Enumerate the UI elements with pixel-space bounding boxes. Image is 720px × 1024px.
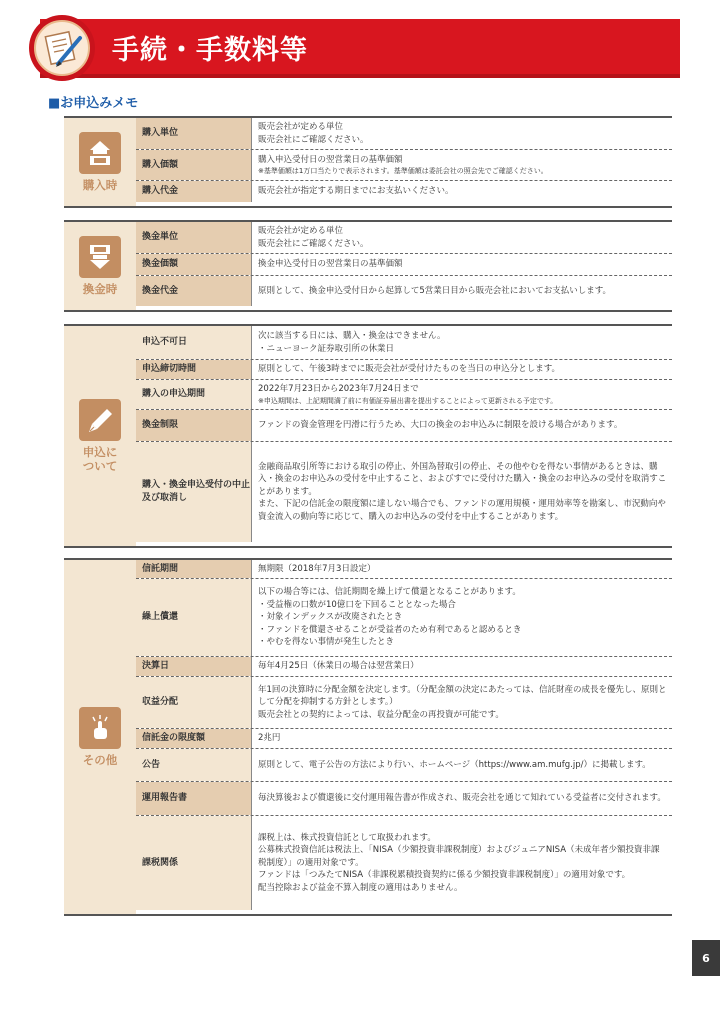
page-title: 手続・手数料等 (112, 35, 308, 66)
row-value-line: ファンドの資金管理を円滑に行うため、大口の換金のお申込みに制限を設ける場合があります。 (258, 420, 623, 431)
row-value-line: 以下の場合等には、信託期間を繰上げて償還となることがあります。 (258, 587, 521, 598)
row-label: 決算日 (136, 657, 251, 676)
row-value-line: 2022年7月23日から2023年7月24日まで (258, 384, 419, 395)
row-value-line: 金融商品取引所等における取引の停止、外国為替取引の停止、その他やむを得ない事情があるときは、購入・換金のお申込みの受付を中止すること、およびすでに受付けた購入・換金のお申込みの受付を取消すことがあります。 (258, 461, 667, 497)
row-value (251, 677, 672, 728)
table-row (136, 749, 672, 782)
row-value-line: 原則として、電子公告の方法により行い、ホームページ（https://www.am.mufg.jp/）に掲載します。 (258, 759, 651, 770)
redemption-icon (79, 236, 121, 278)
row-value-line: ・対象インデックスが改廃されたとき (258, 612, 403, 623)
redemption-icon-label: 換金時 (82, 282, 118, 296)
row-value (251, 150, 672, 180)
row-value (251, 254, 672, 275)
pen-paper-icon (26, 12, 98, 84)
row-value-line: 毎決算後および償還後に交付運用報告書が作成され、販売会社を通じて知れている受益者に交付されます。 (258, 793, 666, 804)
row-value-line: 販売会社が定める単位 (258, 122, 344, 132)
application-icon-label: 申込に ついて (82, 445, 118, 473)
row-value (251, 360, 672, 379)
table-row (136, 118, 672, 150)
table-row (136, 442, 672, 542)
table-row (136, 410, 672, 442)
row-value (251, 326, 672, 359)
section-heading: ■お申込みメモ (48, 96, 139, 111)
row-value (251, 816, 672, 910)
table-row (136, 816, 672, 910)
other-rows (136, 560, 672, 914)
table-row (136, 729, 672, 749)
row-label: 繰上償還 (136, 579, 251, 656)
row-value-line: 配当控除および益金不算入制度の適用はありません。 (258, 882, 463, 893)
row-label: 購入・換金申込受付の中止及び取消し (136, 442, 251, 542)
table-row (136, 560, 672, 579)
other-icon-label: その他 (82, 753, 118, 767)
other-block (64, 558, 672, 916)
table-row (136, 326, 672, 360)
table-row (136, 276, 672, 306)
row-label: 換金価額 (136, 254, 251, 275)
table-row (136, 254, 672, 276)
row-value-line: 毎年4月25日（休業日の場合は翌営業日） (258, 661, 419, 672)
row-label: 運用報告書 (136, 782, 251, 815)
row-label: 購入の申込期間 (136, 380, 251, 409)
application-rows (136, 326, 672, 546)
row-label: 申込締切時間 (136, 360, 251, 379)
row-value (251, 782, 672, 815)
row-label: 換金制限 (136, 410, 251, 441)
purchase-icon-column (64, 118, 136, 206)
row-value-line: 販売会社にご確認ください。 (258, 238, 369, 249)
purchase-rows (136, 118, 672, 206)
row-label: 信託期間 (136, 560, 251, 578)
row-value (251, 380, 672, 409)
row-value-line: 年1回の決算時に分配金額を決定します。（分配金額の決定にあたっては、信託財産の成長を優先し、原則として分配を抑制する方針とします。） (258, 684, 667, 708)
row-value-line: 原則として、午後3時までに販売会社が受付けたものを当日の申込分とします。 (258, 364, 561, 375)
row-value (251, 181, 672, 202)
row-value-line: 無期限（2018年7月3日設定） (258, 563, 376, 574)
page-number: 6 (692, 940, 720, 976)
row-label: 換金単位 (136, 222, 251, 253)
row-value-line: ファンドは「つみたてNISA（非課税累積投資契約に係る少額投資非課税制度）」の適用対象です。 (258, 870, 631, 881)
row-value (251, 222, 672, 253)
table-row (136, 657, 672, 677)
row-value-note: ※申込期間は、上記期間満了前に有価証券届出書を提出することによって更新される予定です。 (258, 396, 558, 405)
pointing-finger-icon (79, 707, 121, 749)
row-label: 購入代金 (136, 181, 251, 202)
table-row (136, 677, 672, 729)
row-value-line: 課税上は、株式投資信託として取扱われます。 (258, 832, 436, 843)
row-label: 収益分配 (136, 677, 251, 728)
row-value (251, 749, 672, 781)
row-value-line: 次に該当する日には、購入・換金はできません。 (258, 331, 446, 341)
redemption-icon-column (64, 222, 136, 310)
row-label: 購入価額 (136, 150, 251, 180)
row-value-line: 原則として、換金申込受付日から起算して5営業日目から販売会社においてお支払いします。 (258, 285, 612, 296)
row-value-line: 2兆円 (258, 733, 281, 744)
row-label: 申込不可日 (136, 326, 251, 359)
row-value (251, 729, 672, 748)
row-value-line: ・やむを得ない事情が発生したとき (258, 637, 395, 648)
purchase-icon-label: 購入時 (82, 178, 118, 192)
row-value-line: 換金申込受付日の翌営業日の基準価額 (258, 259, 403, 270)
row-label: 換金代金 (136, 276, 251, 306)
row-value-line: ・ニューヨーク証券取引所の休業日 (258, 343, 395, 354)
row-label: 公告 (136, 749, 251, 781)
redemption-rows (136, 222, 672, 310)
table-row (136, 150, 672, 181)
row-value-line: ・ファンドを償還させることが受益者のため有利であると認めるとき (258, 624, 522, 635)
purchase-block (64, 116, 672, 208)
application-block (64, 324, 672, 548)
row-value-note: ※基準価額は1万口当たりで表示されます。基準価額は委託会社の照会先でご確認ください。 (258, 167, 548, 176)
application-icon-column (64, 326, 136, 546)
row-label: 信託金の限度額 (136, 729, 251, 748)
row-value (251, 410, 672, 441)
row-value-line: 購入申込受付日の翌営業日の基準価額 (258, 154, 403, 165)
row-value-line: 販売会社との契約によっては、収益分配金の再投資が可能です。 (258, 709, 504, 720)
purchase-icon (79, 132, 121, 174)
row-value (251, 118, 672, 149)
row-value-line: 販売会社にご確認ください。 (258, 134, 369, 145)
table-row (136, 380, 672, 410)
row-value (251, 657, 672, 676)
row-value-line: また、下記の信託金の限度額に達しない場合でも、ファンドの運用規模・運用効率等を勘案し、市況動向や資金流入の動向等に応じて、購入のお申込みの受付を中止することがあります。 (258, 499, 666, 522)
row-value (251, 276, 672, 306)
row-value (251, 579, 672, 656)
row-value-line: 販売会社が定める単位 (258, 226, 344, 236)
row-label: 課税関係 (136, 816, 251, 910)
table-row (136, 181, 672, 202)
table-row (136, 222, 672, 254)
table-row (136, 360, 672, 380)
fountain-pen-icon (79, 399, 121, 441)
redemption-block (64, 220, 672, 312)
row-label: 購入単位 (136, 118, 251, 149)
table-row (136, 579, 672, 657)
row-value (251, 442, 672, 542)
row-value (251, 560, 672, 578)
other-icon-column (64, 560, 136, 914)
table-row (136, 782, 672, 816)
row-value-line: 公募株式投資信託は税法上、「NISA（少額投資非課税制度）およびジュニアNISA（未成年者少額投資非課税制度）」の適用対象です。 (258, 845, 660, 868)
header-bar-shadow (40, 74, 680, 78)
row-value-line: 販売会社が指定する期日までにお支払いください。 (258, 186, 454, 197)
row-value-line: ・受益権の口数が10億口を下回ることとなった場合 (258, 599, 456, 610)
